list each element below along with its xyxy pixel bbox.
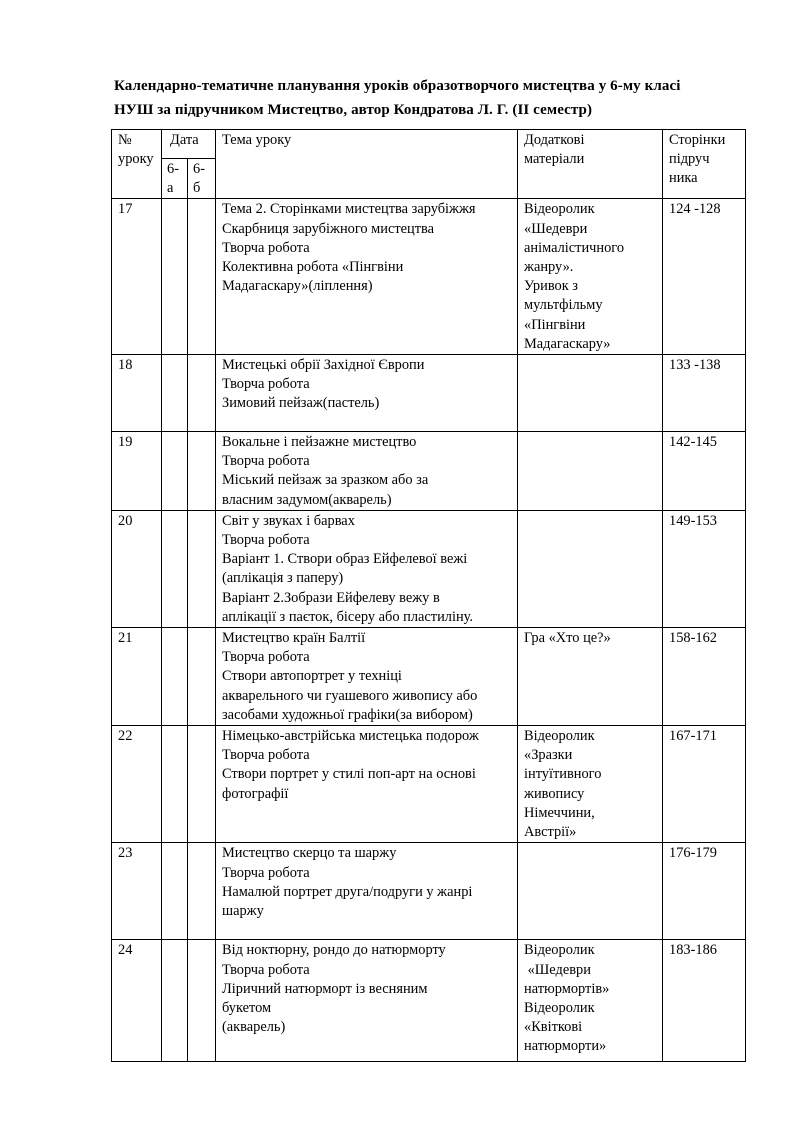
header-textbook-pages: Сторінки підруч ника [663, 130, 746, 199]
textbook-pages-cell [663, 432, 746, 511]
extra-material-line: Уривок з [524, 278, 578, 295]
lesson-number: 18 [118, 357, 133, 374]
header-lesson-number: № уроку [112, 130, 162, 199]
extra-material-line: Мадагаскару» [524, 335, 611, 352]
date-6b-cell [188, 355, 216, 432]
topic-line: Колективна робота «Пінгвіни [222, 259, 404, 276]
topic-line: Творча робота [222, 864, 310, 881]
extra-materials-cell [518, 432, 663, 511]
extra-material-line: Німеччини, [524, 804, 595, 821]
lesson-topic-cell [216, 843, 518, 940]
date-6b-cell [188, 726, 216, 843]
textbook-pages: 183-186 [669, 942, 717, 959]
header-topic: Тема уроку [216, 130, 518, 199]
document-title [114, 74, 754, 122]
extra-materials-cell [518, 510, 663, 627]
header-extra-materials: Додаткові матеріали [518, 130, 663, 199]
title-line-2: НУШ за підручником Мистецтво, автор Кондратова Л. Г. (II семестр) [114, 102, 593, 118]
topic-line: (акварель) [222, 1019, 286, 1036]
extra-materials-cell [518, 628, 663, 726]
topic-line: акварельного чи гуашевого живопису або [222, 687, 478, 704]
extra-material-line: Відеоролик [524, 942, 595, 959]
date-6b-cell [188, 628, 216, 726]
title-line-1: Календарно-тематичне планування уроків образотворчого мистецтва у 6-му класі [114, 78, 681, 94]
lesson-number: 19 [118, 434, 133, 451]
extra-material-line: живопису [524, 785, 585, 802]
topic-line: Творча робота [222, 239, 310, 256]
topic-line: Вокальне і пейзажне мистецтво [222, 434, 417, 451]
extra-material-line: Відеоролик [524, 201, 595, 218]
date-6b-cell [188, 940, 216, 1062]
topic-line: Творча робота [222, 747, 310, 764]
extra-material-line: натюрморти» [524, 1038, 607, 1055]
topic-line: Варіант 1. Створи образ Ейфелевої вежі [222, 551, 468, 568]
extra-material-line: анімалістичного [524, 239, 625, 256]
textbook-pages-cell [663, 510, 746, 627]
topic-line: Мистецтво скерцо та шаржу [222, 845, 397, 862]
extra-material-line: Відеоролик [524, 728, 595, 745]
extra-material-line: «Зразки [524, 747, 573, 764]
topic-line: Німецько-австрійська мистецька подорож [222, 728, 479, 745]
topic-line: Мистецтво країн Балтії [222, 630, 366, 647]
lesson-number-cell [112, 843, 162, 940]
lesson-number-cell [112, 726, 162, 843]
extra-materials-cell [518, 199, 663, 355]
topic-line: Намалюй портрет друга/подруги у жанрі [222, 883, 473, 900]
table-row [112, 432, 746, 511]
extra-material-line: Австрії» [524, 824, 577, 841]
extra-material-line: «Квіткові [524, 1019, 583, 1036]
topic-line: Творча робота [222, 532, 310, 549]
table-row [112, 628, 746, 726]
extra-material-line: натюрмортів» [524, 980, 610, 997]
date-6a-cell [162, 199, 188, 355]
lesson-number: 24 [118, 942, 133, 959]
topic-line: власним задумом(акварель) [222, 491, 392, 508]
textbook-pages: 142-145 [669, 434, 717, 451]
date-6b-cell [188, 432, 216, 511]
topic-line: Тема 2. Сторінками мистецтва зарубіжжя [222, 201, 476, 218]
extra-material-line: «Шедеври [524, 220, 588, 237]
topic-line: Мадагаскару»(ліплення) [222, 278, 373, 295]
lesson-number-cell [112, 432, 162, 511]
date-6a-cell [162, 726, 188, 843]
extra-materials-cell [518, 940, 663, 1062]
topic-line: Творча робота [222, 376, 310, 393]
topic-line: букетом [222, 999, 272, 1016]
extra-material-line: жанру». [524, 259, 574, 276]
lesson-topic-cell [216, 726, 518, 843]
lesson-topic-cell [216, 355, 518, 432]
topic-line: Світ у звуках і барвах [222, 512, 355, 529]
topic-line: аплікації з паєток, бісеру або пластиліну. [222, 608, 474, 625]
header-row [112, 130, 746, 159]
lesson-number-cell [112, 940, 162, 1062]
extra-materials-cell [518, 843, 663, 940]
lesson-number: 20 [118, 512, 133, 529]
lesson-topic-cell [216, 628, 518, 726]
date-6b-cell [188, 510, 216, 627]
textbook-pages-cell [663, 199, 746, 355]
extra-materials-cell [518, 355, 663, 432]
date-6b-cell [188, 199, 216, 355]
topic-line: Зимовий пейзаж(пастель) [222, 395, 380, 412]
lesson-number: 23 [118, 845, 133, 862]
extra-material-line: Відеоролик [524, 999, 595, 1016]
textbook-pages-cell [663, 628, 746, 726]
textbook-pages: 124 -128 [669, 201, 721, 218]
textbook-pages: 158-162 [669, 630, 717, 647]
date-6a-cell [162, 510, 188, 627]
topic-line: засобами художньої графіки(за вибором) [222, 706, 473, 723]
topic-line: фотографії [222, 785, 289, 802]
extra-material-line: «Шедеври [524, 961, 591, 978]
textbook-pages-cell [663, 355, 746, 432]
extra-material-line: «Пінгвіни [524, 316, 586, 333]
lesson-topic-cell [216, 199, 518, 355]
topic-line: Ліричний натюрморт із весняним [222, 980, 428, 997]
table-row [112, 199, 746, 355]
lesson-number-cell [112, 355, 162, 432]
table-row [112, 940, 746, 1062]
topic-line: Варіант 2.Зобрази Ейфелеву вежу в [222, 589, 440, 606]
lesson-number: 22 [118, 728, 133, 745]
topic-line: Від ноктюрну, рондо до натюрморту [222, 942, 446, 959]
date-6b-cell [188, 843, 216, 940]
table-row [112, 355, 746, 432]
textbook-pages: 176-179 [669, 845, 717, 862]
date-6a-cell [162, 628, 188, 726]
table-row [112, 843, 746, 940]
textbook-pages: 133 -138 [669, 357, 721, 374]
lesson-number-cell [112, 510, 162, 627]
lesson-number-cell [112, 628, 162, 726]
topic-line: (аплікація з паперу) [222, 570, 344, 587]
textbook-pages-cell [663, 843, 746, 940]
topic-line: Мистецькі обрії Західної Європи [222, 357, 425, 374]
lesson-topic-cell [216, 940, 518, 1062]
extra-material-line: інтуїтивного [524, 766, 602, 783]
topic-line: Скарбниця зарубіжного мистецтва [222, 220, 435, 237]
topic-line: Створи портрет у стилі поп-арт на основі [222, 766, 476, 783]
textbook-pages-cell [663, 726, 746, 843]
topic-line: Міський пейзаж за зразком або за [222, 472, 429, 489]
textbook-pages: 167-171 [669, 728, 717, 745]
topic-line: Творча робота [222, 649, 310, 666]
table-row [112, 726, 746, 843]
topic-line: Творча робота [222, 961, 310, 978]
lesson-topic-cell [216, 510, 518, 627]
topic-line: Творча робота [222, 453, 310, 470]
table-row [112, 510, 746, 627]
textbook-pages-cell [663, 940, 746, 1062]
date-6a-cell [162, 940, 188, 1062]
topic-line: Створи автопортрет у техніці [222, 668, 402, 685]
header-date: Дата [162, 130, 216, 159]
lesson-plan-table [111, 129, 746, 1062]
textbook-pages: 149-153 [669, 512, 717, 529]
header-date-6b: 6- б [188, 159, 216, 199]
header-date-6a: 6- а [162, 159, 188, 199]
lesson-number: 21 [118, 630, 133, 647]
lesson-topic-cell [216, 432, 518, 511]
date-6a-cell [162, 355, 188, 432]
date-6a-cell [162, 843, 188, 940]
date-6a-cell [162, 432, 188, 511]
topic-line: шаржу [222, 902, 264, 919]
extra-material-line: Гра «Хто це?» [524, 630, 611, 647]
lesson-number: 17 [118, 201, 133, 218]
extra-material-line: мультфільму [524, 297, 603, 314]
extra-materials-cell [518, 726, 663, 843]
lesson-number-cell [112, 199, 162, 355]
